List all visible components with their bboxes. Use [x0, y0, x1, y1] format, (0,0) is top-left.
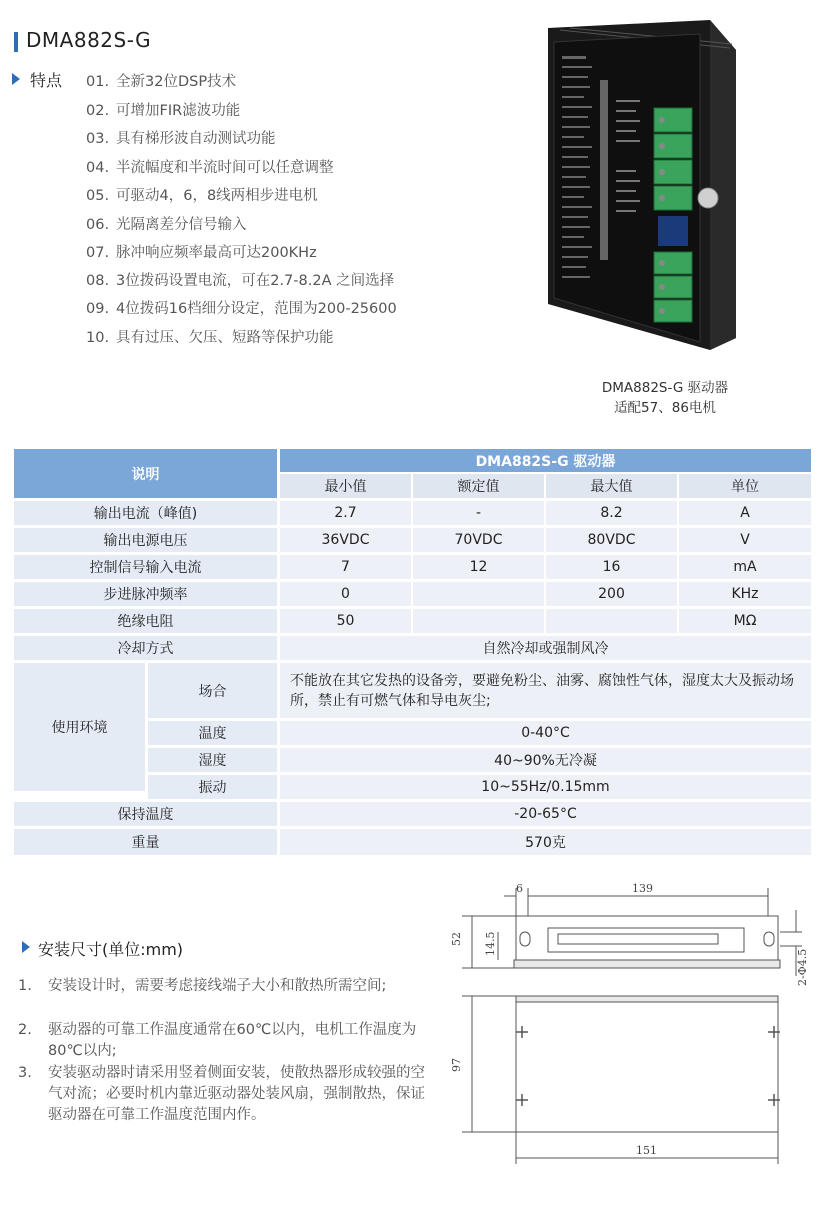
dim-label-6: 6	[516, 882, 523, 895]
product-caption-motors: 适配57、86电机	[614, 400, 716, 416]
table-cell: KHz	[679, 582, 811, 606]
feature-item: 04. 半流幅度和半流时间可以任意调整	[86, 160, 334, 176]
title-accent-bar	[14, 32, 18, 52]
dim-label-151: 151	[636, 1144, 657, 1157]
storage-temp-value: -20-65°C	[280, 802, 811, 826]
table-row-label: 控制信号输入电流	[14, 555, 277, 579]
features-label: 特点	[30, 71, 63, 90]
environment-item-label: 振动	[148, 775, 277, 799]
install-note: 3. 安装驱动器时请采用竖着侧面安装，使散热器形成较强的空气对流；必要时机内靠近驱动器处装风扇，强制散热，保证驱动器在可靠工作温度范围内作。	[18, 1065, 425, 1123]
table-header-unit: 单位	[679, 474, 811, 498]
weight-label: 重量	[14, 829, 277, 855]
table-cell	[546, 609, 677, 633]
feature-item: 03. 具有梯形波自动测试功能	[86, 131, 276, 147]
table-cell: 50	[280, 609, 411, 633]
dim-label-14-5: 14.5	[484, 931, 497, 956]
table-cell	[413, 609, 544, 633]
table-cell: 36VDC	[280, 528, 411, 552]
feature-item: 09. 4位拨码16档细分设定，范围为200-25600	[86, 301, 397, 317]
table-header-rated: 额定值	[413, 474, 544, 498]
table-cell: mA	[679, 555, 811, 579]
table-cell: 80VDC	[546, 528, 677, 552]
table-row-label: 步进脉冲频率	[14, 582, 277, 606]
table-cell: 7	[280, 555, 411, 579]
dim-label-139: 139	[632, 882, 653, 895]
environment-item-value: 10~55Hz/0.15mm	[280, 775, 811, 799]
install-note: 2. 驱动器的可靠工作温度通常在60℃以内，电机工作温度为80℃以内;	[18, 1022, 417, 1059]
table-header-group: DMA882S-G 驱动器	[280, 449, 811, 472]
feature-item: 06. 光隔离差分信号输入	[86, 217, 247, 233]
feature-item: 01. 全新32位DSP技术	[86, 74, 237, 90]
table-cell: 200	[546, 582, 677, 606]
table-cell	[413, 582, 544, 606]
table-header-min: 最小值	[280, 474, 411, 498]
table-row-label: 输出电流（峰值)	[14, 501, 277, 525]
feature-item: 08. 3位拨码设置电流，可在2.7-8.2A 之间选择	[86, 273, 395, 289]
cooling-label: 冷却方式	[14, 636, 277, 660]
table-cell: A	[679, 501, 811, 525]
table-cell: 8.2	[546, 501, 677, 525]
table-cell: 70VDC	[413, 528, 544, 552]
driver-product-image	[540, 20, 736, 350]
product-caption-model: DMA882S-G 驱动器	[601, 380, 729, 396]
triangle-right-icon	[22, 941, 30, 953]
storage-temp-label: 保持温度	[14, 802, 277, 826]
environment-item-value: 不能放在其它发热的设备旁，要避免粉尘、油雾、腐蚀性气体，湿度太大及振动场所，禁止有可燃气体和导电灰尘;	[280, 663, 811, 718]
feature-item: 07. 脉冲响应频率最高可达200KHz	[86, 245, 317, 261]
dim-label-97: 97	[450, 1058, 463, 1072]
feature-item: 05. 可驱动4，6，8线两相步进电机	[86, 188, 318, 204]
dimension-drawing	[452, 880, 812, 1170]
dim-label-52: 52	[450, 932, 463, 946]
page-title: DMA882S-G	[26, 28, 152, 52]
table-cell: V	[679, 528, 811, 552]
dim-label-hole: 2-Φ4.5	[796, 948, 809, 986]
triangle-right-icon	[12, 73, 20, 85]
table-row-label: 输出电源电压	[14, 528, 277, 552]
environment-item-label: 温度	[148, 721, 277, 745]
table-cell: MΩ	[679, 609, 811, 633]
table-cell: 16	[546, 555, 677, 579]
table-cell: 2.7	[280, 501, 411, 525]
environment-item-value: 40~90%无冷凝	[280, 748, 811, 772]
feature-item: 10. 具有过压、欠压、短路等保护功能	[86, 330, 334, 346]
environment-item-value: 0-40°C	[280, 721, 811, 745]
spec-table	[14, 449, 811, 857]
table-cell: -	[413, 501, 544, 525]
environment-item-label: 湿度	[148, 748, 277, 772]
table-header-desc: 说明	[14, 449, 277, 498]
feature-item: 02. 可增加FIR滤波功能	[86, 103, 241, 119]
install-section-title: 安装尺寸(单位:mm)	[38, 940, 184, 959]
environment-item-label: 场合	[148, 663, 277, 718]
table-cell: 0	[280, 582, 411, 606]
cooling-value: 自然冷却或强制风冷	[280, 636, 811, 660]
install-note: 1. 安装设计时，需要考虑接线端子大小和散热所需空间;	[18, 978, 387, 994]
table-row-label: 绝缘电阻	[14, 609, 277, 633]
table-cell: 12	[413, 555, 544, 579]
table-header-max: 最大值	[546, 474, 677, 498]
environment-label: 使用环境	[14, 663, 145, 791]
weight-value: 570克	[280, 829, 811, 855]
